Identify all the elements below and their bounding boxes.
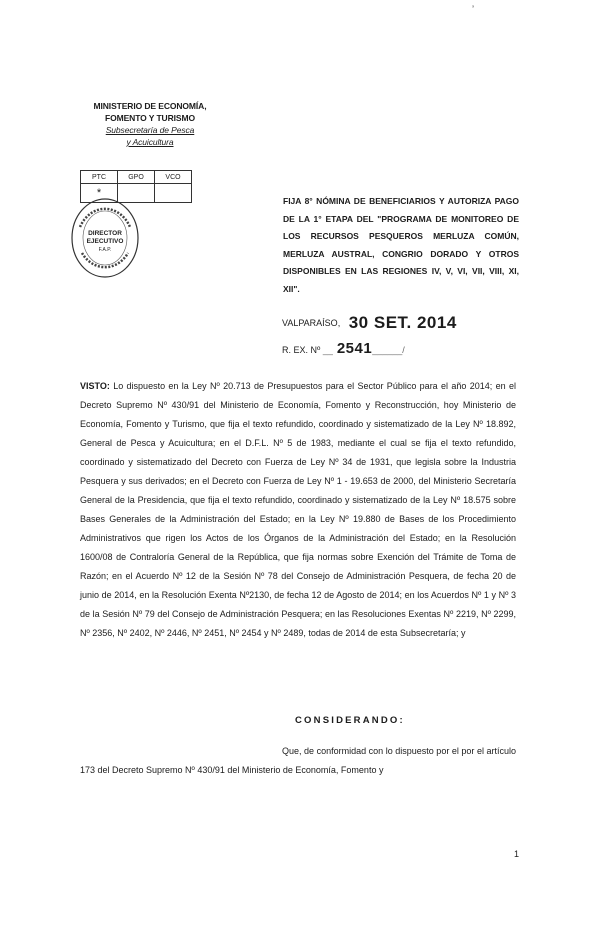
initials-header-gpo: GPO [118,171,155,184]
date-line [282,313,457,333]
resolution-title: FIJA 8° NÓMINA DE BENEFICIARIOS Y AUTORIZA PAGO DE LA 1° ETAPA DEL "PROGRAMA DE MONITOREO DE LOS RECURSOS PESQUEROS MERLUZA COMÚN, MERLUZA AUSTRAL, CONGRIO DORADO Y OTROS DISPONIBLES EN LAS REGIONES IV, V, VI, VII, VIII, XI, XII". [283,196,519,294]
seal-line-1: DIRECTOR [88,230,122,237]
considerando-heading: CONSIDERANDO: [295,715,405,726]
official-seal [70,197,140,279]
subsecretariat-name-cont: y Acuicultura [126,137,174,147]
date-label: VALPARAÍSO, [282,318,341,328]
rex-label: R. EX. Nº [282,345,321,355]
rex-number-stamp: 2541 [336,340,373,357]
seal-line-3: F.A.P. [98,247,112,253]
issuing-authority-header [80,100,220,148]
visto-text: Lo dispuesto en la Ley Nº 20.713 de Presupuestos para el Sector Público para el año 2014; en el Decreto Supremo Nº 430/91 del Ministerio de Economía, Fomento y Reconstrucción, hoy Ministerio de Economía, Fomento y Turismo, que fija el texto refundido, coordinado y sistematizado de la Ley Nº 18.892, General de Pesca y Acuicultura; en el D.F.L. Nº 5 de 1983, mediante el cual se fija el texto refundido, coordinado y sistematizado del Decreto con Fuerza de Ley Nº 34 de 1931, que legisla sobre la Industria Pesquera y sus derivados; en el Decreto con Fuerza de Ley Nº 1 - 19.653 de 2000, del Ministerio Secretaría General de la Presidencia, que fija el texto refundido, coordinado y sistematizado de la Ley Nº 18.575 sobre Bases Generales de la Administración del Estado; en la Ley Nº 19.880 de Bases de los Procedimiento Administrativos que rigen los Actos de los Órganos de la Administración del Estado; en la Resolución 1600/08 de Contraloría General de la República, que fija normas sobre Exención del Trámite de Toma de Razón; en el Acuerdo Nº 12 de la Sesión Nº 78 del Consejo de Administración Pesquera, de fecha 20 de junio de 2014, en la Resolución Exenta Nº2130, de fecha 12 de Agosto de 2014; en los Acuerdos Nº 1 y Nº 3 de la Sesión Nº 79 del Consejo de Administración Pesquera; en las Resoluciones Exentas Nº 2219, Nº 2299, Nº 2356, Nº 2402, Nº 2446, Nº 2451, Nº 2454 y Nº 2489, todas de 2014 de esta Subsecretaría; y [80,381,516,638]
ministry-name-cont: FOMENTO Y TURISMO [105,113,195,123]
visto-label: VISTO: [80,381,110,391]
initials-header-ptc: PTC [81,171,118,184]
handwritten-date-stamp: 30 SET. 2014 [348,313,457,332]
seal-line-2: EJECUTIVO [86,238,124,245]
initials-mark-vco [155,184,192,203]
page-corner-mark: ’ [472,4,474,14]
initials-header-vco: VCO [155,171,192,184]
resolution-number-line: R. EX. Nº __ 2541______/ [282,340,405,357]
page-number: 1 [514,849,520,859]
visto-paragraph [80,377,516,643]
ministry-name: MINISTERIO DE ECONOMÍA, [93,101,207,111]
initials-mark-ptc: * [81,184,118,203]
subsecretariat-name: Subsecretaría de Pesca [105,125,195,135]
considerando-paragraph-1: Que, de conformidad con lo dispuesto por el por el artículo 173 del Decreto Supremo Nº 430/91 del Ministerio de Economía, Fomento y [80,746,516,775]
